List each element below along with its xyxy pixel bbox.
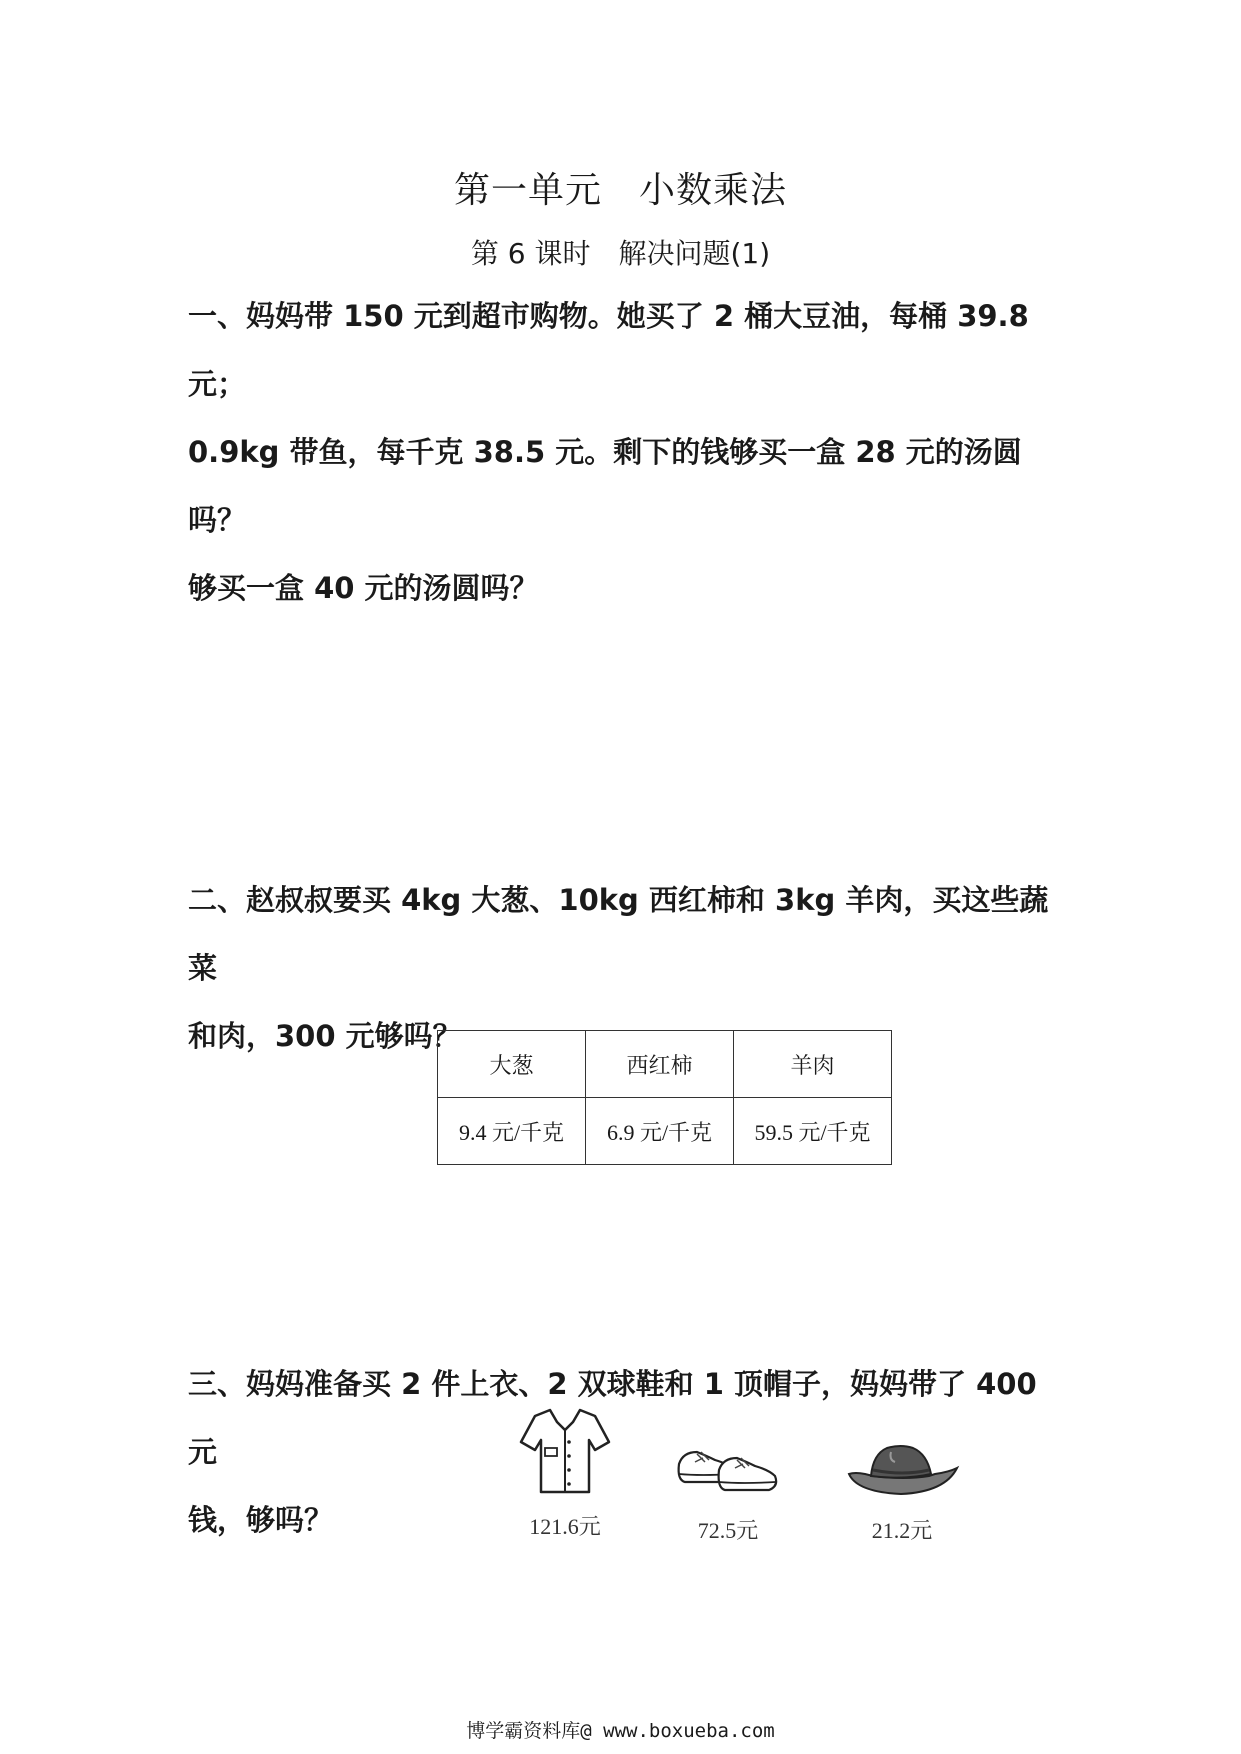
question-2-line-1: 二、赵叔叔要买 4kg 大葱、10kg 西红柿和 3kg 羊肉，买这些蔬菜 xyxy=(188,883,1049,985)
shirt-price: 121.6元 xyxy=(529,1514,601,1539)
hat-item xyxy=(842,1440,962,1545)
table-cell: 9.4 元/千克 xyxy=(438,1098,586,1165)
question-3-line-1: 三、妈妈准备买 2 件上衣、2 双球鞋和 1 顶帽子，妈妈带了 400 元 xyxy=(188,1367,1037,1469)
shoes-price: 72.5元 xyxy=(697,1518,759,1543)
table-cell: 59.5 元/千克 xyxy=(734,1098,892,1165)
price-table xyxy=(437,1030,892,1165)
question-1-line-1: 一、妈妈带 150 元到超市购物。她买了 2 桶大豆油，每桶 39.8 元； xyxy=(188,299,1029,401)
question-1 xyxy=(188,282,1068,622)
table-header-row xyxy=(438,1031,892,1098)
question-3-line-2: 钱，够吗？ xyxy=(188,1503,334,1537)
question-2-line-2: 和肉，300 元够吗？ xyxy=(188,1019,462,1053)
hat-icon xyxy=(845,1440,960,1500)
hat-price: 21.2元 xyxy=(871,1518,933,1543)
table-header-cell: 西红柿 xyxy=(586,1031,734,1098)
question-1-line-3: 够买一盒 40 元的汤圆吗？ xyxy=(188,571,539,605)
page-title: 第一单元 小数乘法 xyxy=(453,170,787,211)
footer-watermark: 博学霸资料库@ www.boxueba.com xyxy=(466,1720,775,1742)
question-1-line-2: 0.9kg 带鱼，每千克 38.5 元。剩下的钱够买一盒 28 元的汤圆吗？ xyxy=(188,435,1022,537)
table-cell: 6.9 元/千克 xyxy=(586,1098,734,1165)
shirt-item xyxy=(510,1400,620,1541)
shoes-item xyxy=(668,1440,788,1545)
table-header-cell: 大葱 xyxy=(438,1031,586,1098)
shoes-icon xyxy=(671,1440,786,1500)
table-header-cell: 羊肉 xyxy=(734,1031,892,1098)
table-row xyxy=(438,1098,892,1165)
shirt-icon xyxy=(515,1400,615,1500)
page-subtitle: 第 6 课时 解决问题(1) xyxy=(470,237,771,270)
